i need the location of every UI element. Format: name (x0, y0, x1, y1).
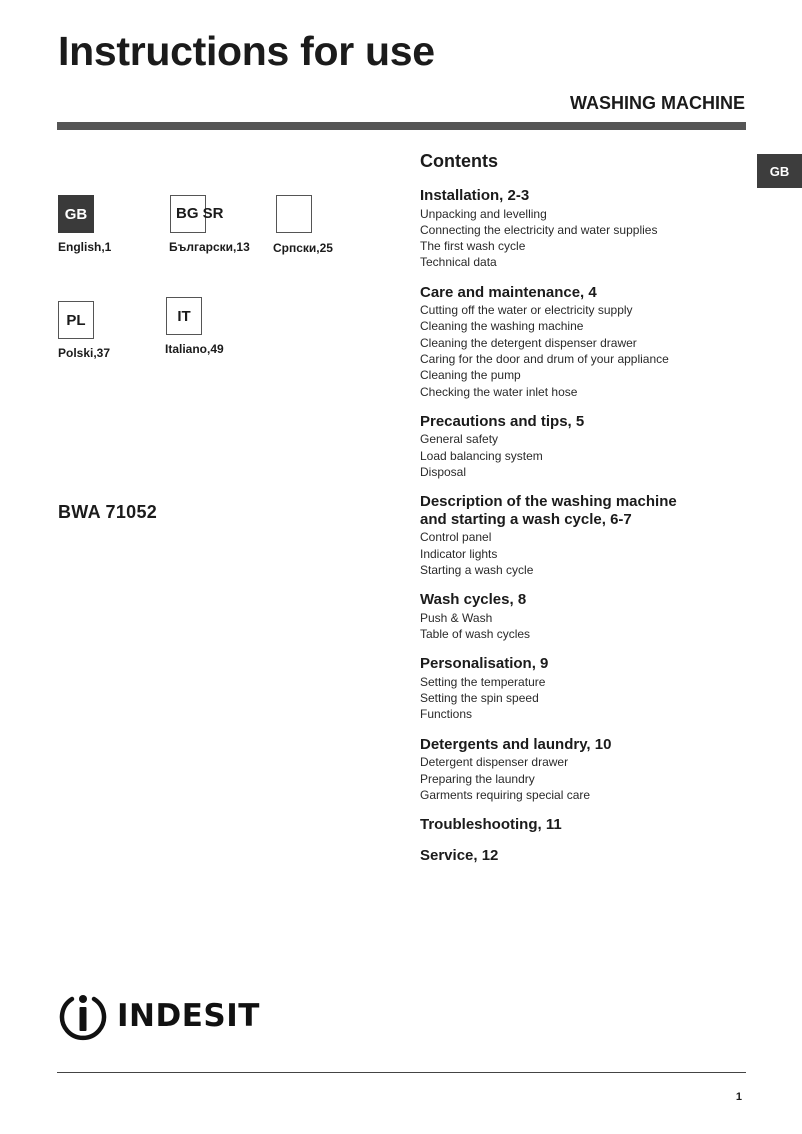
toc-section-precautions (420, 414, 750, 480)
toc-section-care (420, 285, 750, 400)
table-of-contents (420, 151, 750, 878)
toc-item: Preparing the laundry (420, 771, 535, 786)
toc-item: Disposal (420, 465, 467, 480)
lang-label-serbian: Српски,25 (273, 241, 333, 255)
toc-section-installation (420, 188, 750, 271)
toc-heading: Service, 12 (420, 846, 499, 864)
toc-heading: Personalisation, 9 (420, 655, 549, 673)
toc-section-wash-cycles (420, 592, 750, 642)
toc-heading-line2: and starting a wash cycle, 6-7 (420, 510, 632, 528)
toc-heading-line1: Description of the washing machine (420, 493, 677, 511)
toc-heading: Care and maintenance, 4 (420, 283, 597, 301)
toc-heading: Troubleshooting, 11 (420, 816, 562, 834)
model-number: BWA 71052 (58, 502, 158, 522)
lang-label-bulgarian: Български,13 (169, 240, 250, 254)
lang-code-bg-sr: BG SR (176, 205, 224, 222)
lang-box-gb: GB (58, 195, 94, 233)
toc-item: Checking the water inlet hose (420, 384, 578, 399)
toc-heading: Precautions and tips, 5 (420, 412, 585, 430)
toc-section-troubleshooting (420, 817, 750, 834)
footer-rule (57, 1072, 746, 1073)
indesit-logo-icon (57, 990, 109, 1042)
toc-section-description (420, 494, 750, 578)
logo-wordmark: INDESIT (117, 998, 260, 1034)
lang-label-english: English,1 (58, 240, 112, 254)
toc-section-personalisation (420, 656, 750, 722)
lang-box-sr (276, 195, 312, 233)
toc-item: Load balancing system (420, 448, 543, 463)
toc-item: Starting a wash cycle (420, 562, 534, 577)
toc-heading: Wash cycles, 8 (420, 591, 527, 609)
toc-item: Technical data (420, 255, 497, 270)
toc-item: Cleaning the detergent dispenser drawer (420, 335, 637, 350)
toc-item: Unpacking and levelling (420, 206, 547, 221)
lang-label-polish: Polski,37 (58, 346, 111, 360)
toc-item: Setting the temperature (420, 674, 546, 689)
lang-label-italian: Italiano,49 (165, 342, 224, 356)
toc-item: Garments requiring special care (420, 787, 591, 802)
toc-item: Detergent dispenser drawer (420, 755, 569, 770)
document-title: Instructions for use (58, 28, 435, 74)
toc-section-service (420, 848, 750, 865)
toc-item: The first wash cycle (420, 239, 526, 254)
toc-item: Indicator lights (420, 546, 498, 561)
contents-title: Contents (420, 151, 498, 171)
toc-item: Functions (420, 707, 473, 722)
document-subtitle: WASHING MACHINE (570, 93, 745, 113)
toc-item: Cleaning the pump (420, 368, 521, 383)
lang-box-it: IT (166, 297, 202, 335)
toc-item: General safety (420, 432, 499, 447)
toc-item: Connecting the electricity and water supplies (420, 222, 658, 237)
toc-item: Table of wash cycles (420, 627, 531, 642)
toc-item: Caring for the door and drum of your appliance (420, 352, 669, 367)
toc-item: Control panel (420, 530, 492, 545)
language-side-tab: GB (757, 154, 802, 188)
brand-logo (57, 990, 260, 1042)
toc-item: Setting the spin speed (420, 691, 539, 706)
page-number: 1 (735, 1091, 742, 1103)
toc-section-detergents (420, 737, 750, 803)
title-rule (57, 122, 746, 130)
toc-heading: Detergents and laundry, 10 (420, 735, 612, 753)
lang-box-pl: PL (58, 301, 94, 339)
toc-item: Push & Wash (420, 610, 493, 625)
toc-item: Cutting off the water or electricity supply (420, 303, 633, 318)
toc-heading: Installation, 2-3 (420, 187, 530, 204)
toc-item: Cleaning the washing machine (420, 319, 584, 334)
